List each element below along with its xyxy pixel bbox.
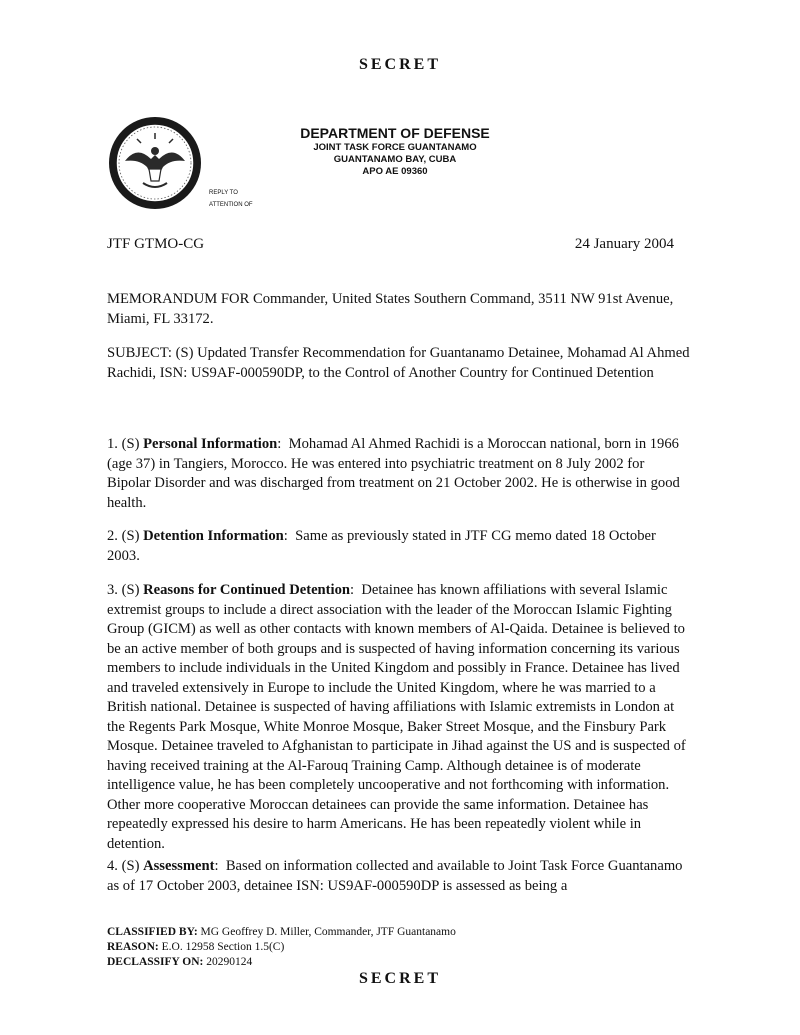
paragraph-heading: Personal Information — [143, 436, 278, 452]
letterhead — [290, 127, 500, 178]
memo-date: 24 January 2004 — [574, 236, 674, 252]
dod-seal-icon — [107, 115, 203, 211]
memorandum-for: MEMORANDUM FOR Commander, United States Southern Command, 3511 NW 91st Avenue, Miami, FL 33172. — [107, 291, 674, 327]
letterhead-line: GUANTANAMO BAY, CUBA — [333, 154, 457, 165]
classification-marking-top: SECRET — [358, 56, 442, 73]
letterhead-line: JOINT TASK FORCE GUANTANAMO — [313, 142, 477, 153]
letterhead-line: APO AE 09360 — [362, 166, 428, 177]
paragraph-heading: Reasons for Continued Detention — [143, 582, 350, 598]
reply-to-label: REPLY TO ATTENTION OF — [209, 190, 253, 208]
paragraph-detention-information: 2. (S) Detention Information: Same as previously stated in JTF CG memo dated 18 October 2003. — [107, 528, 656, 564]
paragraph-assessment: 4. (S) Assessment: Based on information collected and available to Joint Task Force Guantanamo as of 17 October 2003, detainee ISN: US9AF-000590DP is assessed as being a — [107, 858, 683, 894]
paragraph-heading: Assessment — [143, 858, 215, 874]
paragraph-reasons-for-detention: 3. (S) Reasons for Continued Detention: Detainee has known affiliations with several Islamic extremist groups to include a direct association with the leader of the Moroccan Islamic Fighting Group (GICM) as well as other contacts with known members of Al-Qaida. Detainee is believed to be an active member of both groups and is suspected of having information concerning its various members to include individuals in the United Kingdom and possibly in France. Detainee has lived and traveled extensively in Europe to include the United Kingdom, where he was married to a British national. Detainee is suspected of having affiliations with Islamic extremists in London at the Regents Park Mosque, White Monroe Mosque, Baker Street Mosque, and the Finsbury Park Mosque. Detainee traveled to Afghanistan to participate in Jihad against the US and is suspected of having received training at the Al-Farouq Training Camp. Although detainee is of moderate intelligence value, he has been completely uncooperative and not forthcoming with information. Other more cooperative Moroccan detainees can provide the same information. Detainee has repeatedly expressed his desire to harm Americans. He has been repeatedly violent while in detention. — [107, 582, 686, 852]
classification-marking-bottom: SECRET — [358, 970, 442, 987]
letterhead-department: DEPARTMENT OF DEFENSE — [300, 125, 490, 141]
office-symbol: JTF GTMO-CG — [107, 236, 205, 252]
paragraph-heading: Detention Information — [143, 528, 284, 544]
paragraph-personal-information: 1. (S) Personal Information: Mohamad Al Ahmed Rachidi is a Moroccan national, born in 1966 (age 37) in Tangiers, Morocco. He was entered into psychiatric treatment on 8 July 2002 for Bipolar Disorder and was discharged from treatment on 21 October 2002. He is otherwise in good health. — [107, 436, 680, 511]
subject-line: SUBJECT: (S) Updated Transfer Recommendation for Guantanamo Detainee, Mohamad Al Ahmed Rachidi, ISN: US9AF-000590DP, to the Control of Another Country for Continued Detention — [107, 345, 690, 381]
classification-block: CLASSIFIED BY: MG Geoffrey D. Miller, Commander, JTF Guantanamo REASON: E.O. 12958 Section 1.5(C) DECLASSIFY ON: 20290124 — [107, 926, 456, 968]
